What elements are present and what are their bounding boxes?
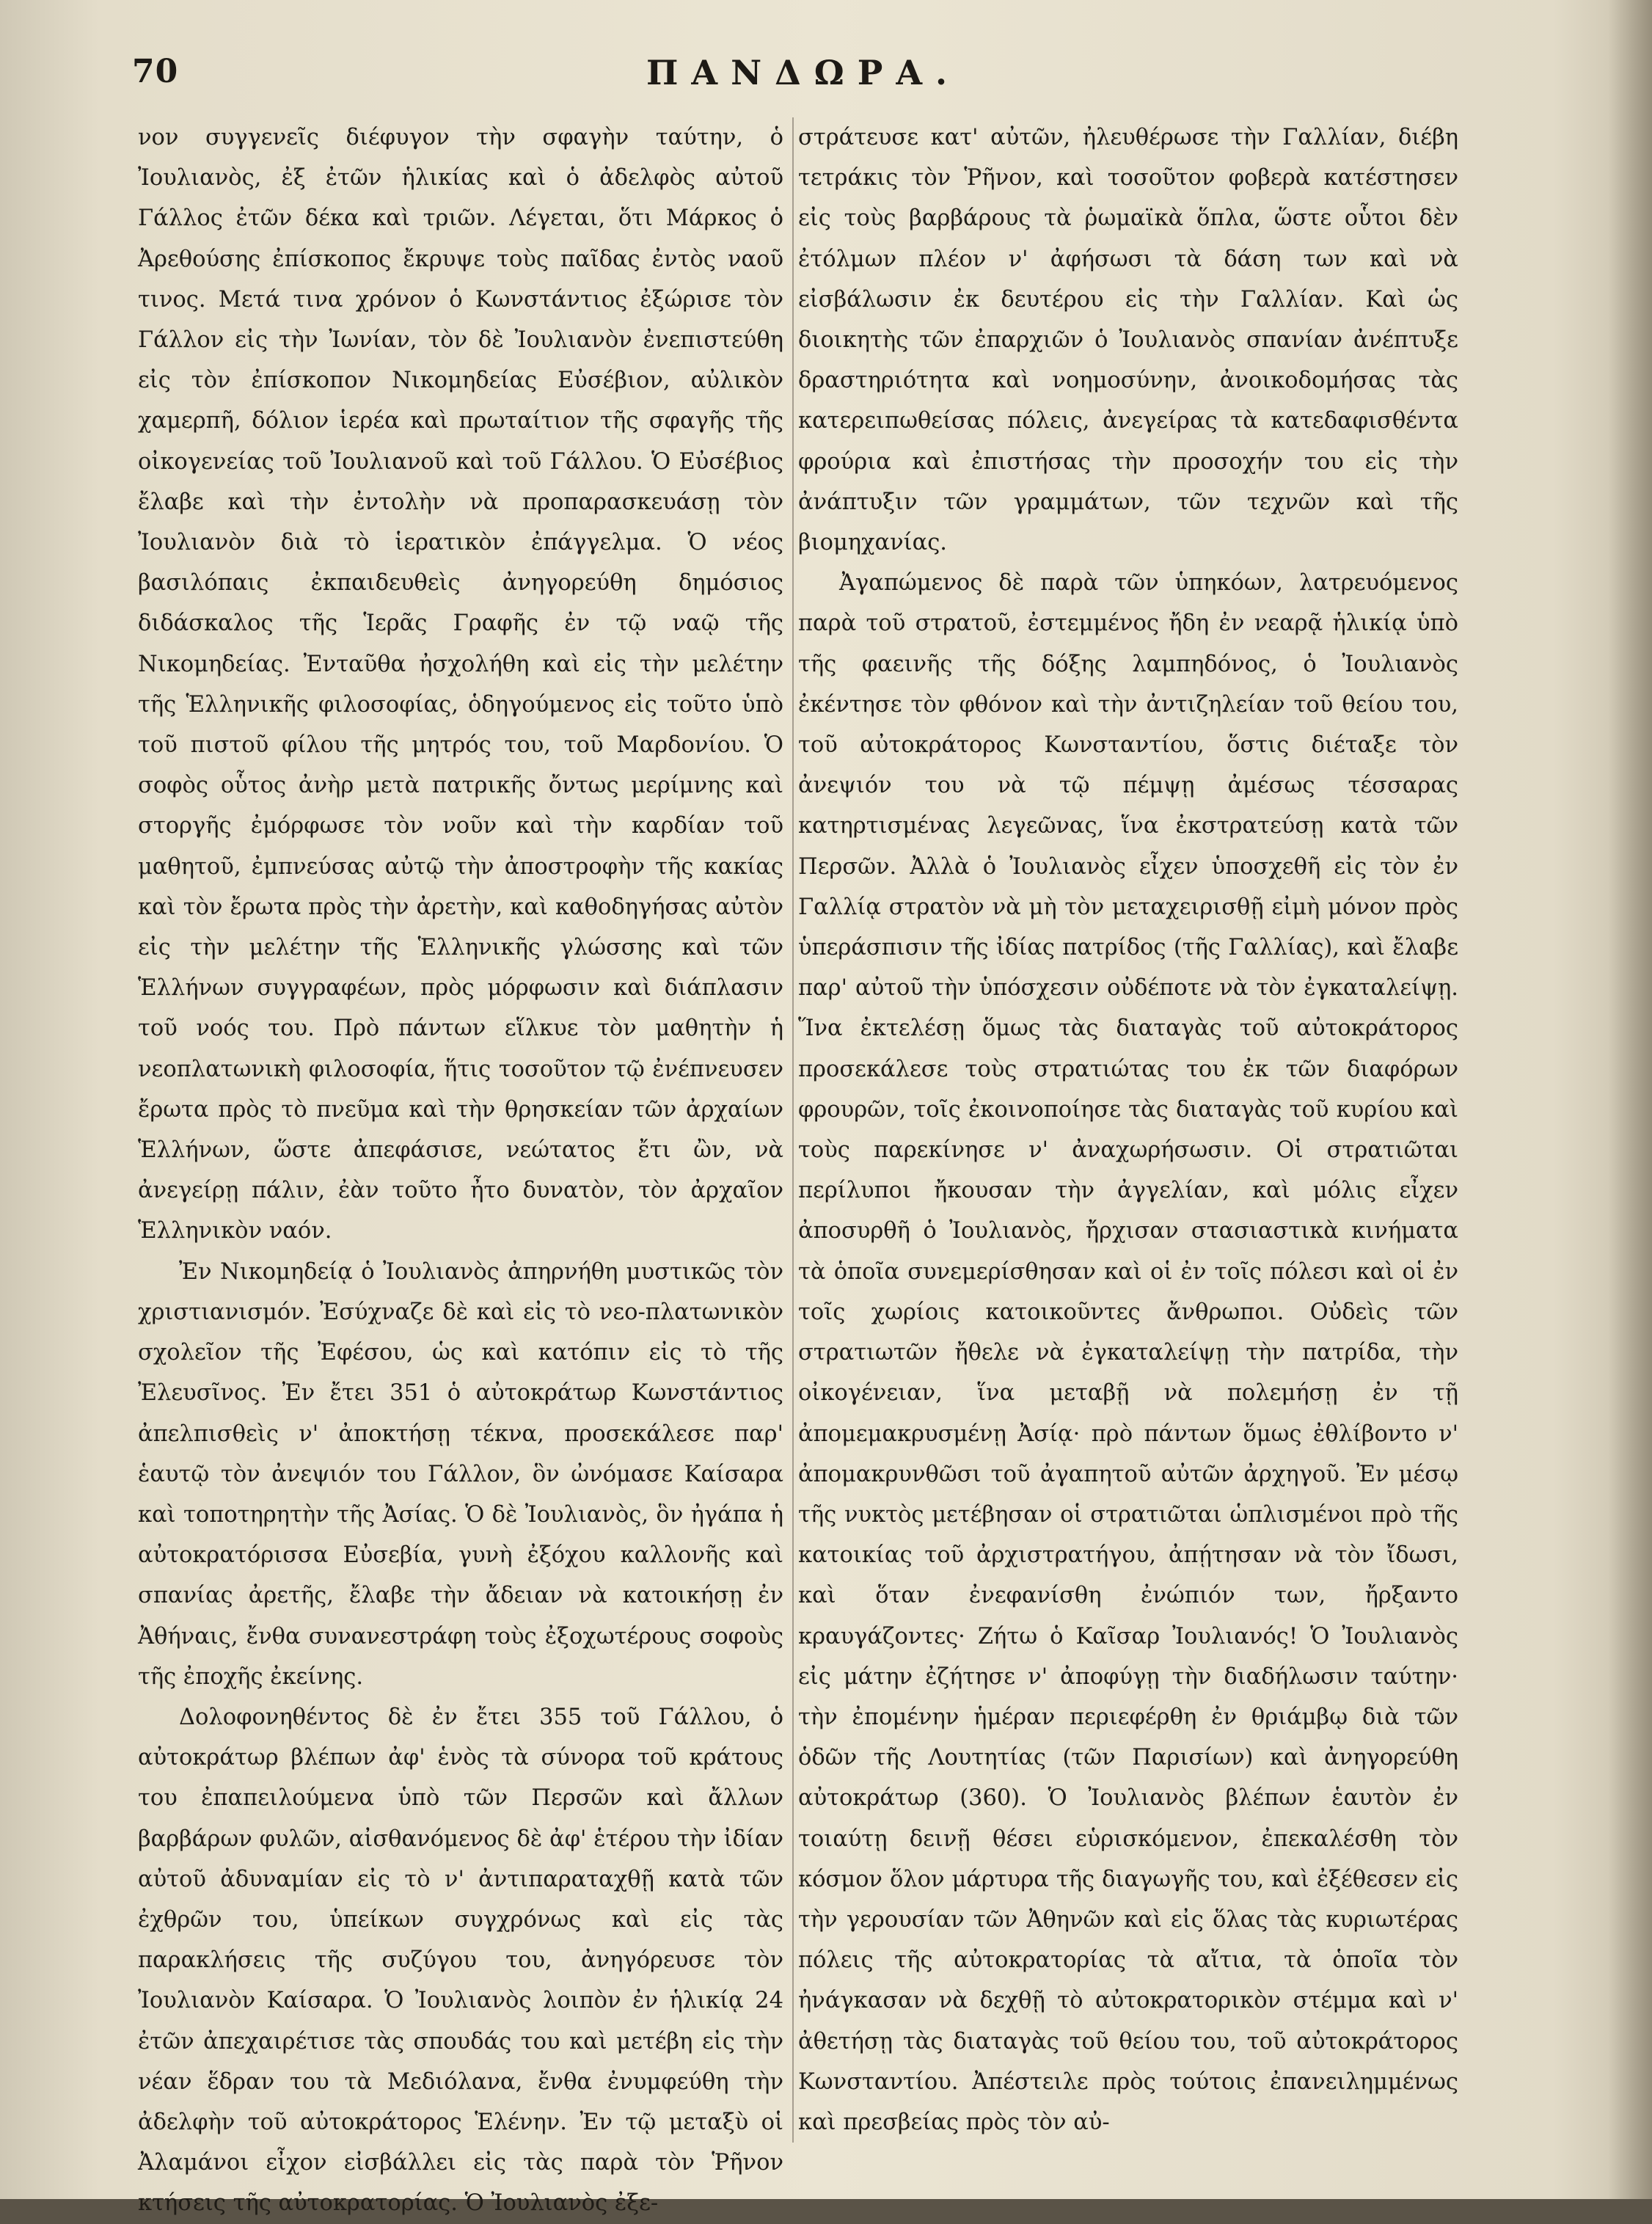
page-edge-shadow xyxy=(1608,0,1652,2199)
page-number: 70 xyxy=(132,53,179,90)
paragraph: στράτευσε κατ' αὐτῶν, ἠλευθέρωσε τὴν Γαλλίαν, διέβη τετράκις τὸν Ῥῆνον, καὶ τοσοῦτον φοβερὰ κατέστησεν εἰς τοὺς βαρβάρους τὰ ῥωμαϊκὰ ὅπλα, ὥστε οὗτοι δὲν ἐτόλμων πλέον ν' ἀφήσωσι τὰ δάση των καὶ νὰ εἰσβάλωσιν ἐκ δευτέρου εἰς τὴν Γαλλίαν. Καὶ ὡς διοικητὴς τῶν ἐπαρχιῶν ὁ Ἰουλιανὸς σπανίαν ἀνέπτυξε δραστηριότητα καὶ νοημοσύνην, ἀνοικοδομήσας τὰς κατερειπωθείσας πόλεις, ἀνεγείρας τὰ κατεδαφισθέντα φρούρια καὶ ἐπιστήσας τὴν προσοχήν του εἰς τὴν ἀνάπτυξιν τῶν γραμμάτων, τῶν τεχνῶν καὶ τῆς βιομηχανίας. xyxy=(798,125,1458,556)
column-divider xyxy=(792,117,794,2143)
running-header xyxy=(132,53,1474,112)
paragraph: νον συγγενεῖς διέφυγον τὴν σφαγὴν ταύτην, ὁ Ἰουλιανὸς, ἐξ ἐτῶν ἡλικίας καὶ ὁ ἀδελφὸς αὐτοῦ Γάλλος ἐτῶν δέκα καὶ τριῶν. Λέγεται, ὅτι Μάρκος ὁ Ἀρεθούσης ἐπίσκοπος ἔκρυψε τοὺς παῖδας ἐντὸς ναοῦ τινος. Μετά τινα χρόνον ὁ Κωνστάντιος ἐξώρισε τὸν Γάλλον εἰς τὴν Ἰωνίαν, τὸν δὲ Ἰουλιανὸν ἐνεπιστεύθη εἰς τὸν ἐπίσκοπον Νικομηδείας Εὐσέβιον, αὐλικὸν χαμερπῆ, δόλιον ἱερέα καὶ πρωταίτιον τῆς σφαγῆς τῆς οἰκογενείας τοῦ Ἰουλιανοῦ καὶ τοῦ Γάλλου. Ὁ Εὐσέβιος ἔλαβε καὶ τὴν ἐντολὴν νὰ προπαρασκευάσῃ τὸν Ἰουλιανὸν διὰ τὸ ἱερατικὸν ἐπάγγελμα. Ὁ νέος βασιλόπαις ἐκπαιδευθεὶς ἀνηγορεύθη δημόσιος διδάσκαλος τῆς Ἱερᾶς Γραφῆς ἐν τῷ ναῷ τῆς Νικομηδείας. Ἐνταῦθα ἠσχολήθη καὶ εἰς τὴν μελέτην τῆς Ἑλληνικῆς φιλοσοφίας, ὁδηγούμενος εἰς τοῦτο ὑπὸ τοῦ πιστοῦ φίλου τῆς μητρός του, τοῦ Μαρδονίου. Ὁ σοφὸς οὗτος ἀνὴρ μετὰ πατρικῆς ὄντως μερίμνης καὶ στοργῆς ἐμόρφωσε τὸν νοῦν καὶ τὴν καρδίαν τοῦ μαθητοῦ, ἐμπνεύσας αὐτῷ τὴν ἀποστροφὴν τῆς κακίας καὶ τὸν ἔρωτα πρὸς τὴν ἀρετὴν, καὶ καθοδηγήσας αὐτὸν εἰς τὴν μελέτην τῆς Ἑλληνικῆς γλώσσης καὶ τῶν Ἑλλήνων συγγραφέων, πρὸς μόρφωσιν καὶ διάπλασιν τοῦ νοός του. Πρὸ πάντων εἵλκυε τὸν μαθητὴν ἡ νεοπλατωνικὴ φιλοσοφία, ἥτις τοσοῦτον τῷ ἐνέπνευσεν ἔρωτα πρὸς τὸ πνεῦμα καὶ τὴν θρησκείαν τῶν ἀρχαίων Ἑλλήνων, ὥστε ἀπεφάσισε, νεώτατος ἔτι ὢν, νὰ ἀνεγείρῃ πάλιν, ἐὰν τοῦτο ἦτο δυνατὸν, τὸν ἀρχαῖον Ἑλληνικὸν ναόν. xyxy=(138,125,783,1244)
journal-title: ΠΑΝΔΩΡΑ. xyxy=(646,53,961,92)
paragraph: Ἀγαπώμενος δὲ παρὰ τῶν ὑπηκόων, λατρευόμενος παρὰ τοῦ στρατοῦ, ἐστεμμένος ἤδη ἐν νεαρᾷ ἡλικίᾳ ὑπὸ τῆς φαεινῆς τῆς δόξης λαμπηδόνος, ὁ Ἰουλιανὸς ἐκέντησε τὸν φθόνον καὶ τὴν ἀντιζηλείαν τοῦ θείου του, τοῦ αὐτοκράτορος Κωνσταντίου, ὅστις διέταξε τὸν ἀνεψιόν του νὰ τῷ πέμψῃ ἀμέσως τέσσαρας κατηρτισμένας λεγεῶνας, ἵνα ἐκστρατεύσῃ κατὰ τῶν Περσῶν. Ἀλλὰ ὁ Ἰουλιανὸς εἶχεν ὑποσχεθῆ εἰς τὸν ἐν Γαλλίᾳ στρατὸν νὰ μὴ τὸν μεταχειρισθῇ εἰμὴ μόνον πρὸς ὑπεράσπισιν τῆς ἰδίας πατρίδος (τῆς Γαλλίας), καὶ ἔλαβε παρ' αὐτοῦ τὴν ὑπόσχεσιν οὐδέποτε νὰ τὸν ἐγκαταλείψῃ. Ἵνα ἐκτελέσῃ ὅμως τὰς διαταγὰς τοῦ αὐτοκράτορος προσεκάλεσε τοὺς στρατιώτας του ἐκ τῶν διαφόρων φρουρῶν, τοῖς ἐκοινοποίησε τὰς διαταγὰς τοῦ κυρίου καὶ τοὺς παρεκίνησε ν' ἀναχωρήσωσιν. Οἱ στρατιῶται περίλυποι ἤκουσαν τὴν ἀγγελίαν, καὶ μόλις εἶχεν ἀποσυρθῆ ὁ Ἰουλιανὸς, ἤρχισαν στασιαστικὰ κινήματα τὰ ὁποῖα συνεμερίσθησαν καὶ οἱ ἐν τοῖς πόλεσι καὶ οἱ ἐν τοῖς χωρίοις κατοικοῦντες ἄνθρωποι. Οὐδεὶς τῶν στρατιωτῶν ἤθελε νὰ ἐγκαταλείψῃ τὴν πατρίδα, τὴν οἰκογένειαν, ἵνα μεταβῇ νὰ πολεμήσῃ ἐν τῇ ἀπομεμακρυσμένῃ Ἀσίᾳ· πρὸ πάντων ὅμως ἐθλίβοντο ν' ἀπομακρυνθῶσι τοῦ ἀγαπητοῦ αὐτῶν ἀρχηγοῦ. Ἐν μέσῳ τῆς νυκτὸς μετέβησαν οἱ στρατιῶται ὡπλισμένοι πρὸ τῆς κατοικίας τοῦ ἀρχιστρατήγου, ἀπῄτησαν νὰ τὸν ἴδωσι, καὶ ὅταν ἐνεφανίσθη ἐνώπιόν των, ἤρξαντο κραυγάζοντες· Ζήτω ὁ Καῖσαρ Ἰουλιανός! Ὁ Ἰουλιανὸς εἰς μάτην ἐζήτησε ν' ἀποφύγῃ τὴν διαδήλωσιν ταύτην· τὴν ἐπομένην ἡμέραν περιεφέρθη ἐν θριάμβῳ διὰ τῶν ὁδῶν τῆς Λουτητίας (τῶν Παρισίων) καὶ ἀνηγορεύθη αὐτοκράτωρ (360). Ὁ Ἰουλιανὸς βλέπων ἑαυτὸν ἐν τοιαύτῃ δεινῇ θέσει εὑρισκόμενον, ἐπεκαλέσθη τὸν κόσμον ὅλον μάρτυρα τῆς διαγωγῆς του, καὶ ἐξέθεσεν εἰς τὴν γερουσίαν τῶν Ἀθηνῶν καὶ εἰς ὅλας τὰς κυριωτέρας πόλεις τῆς αὐτοκρατορίας τὰ αἴτια, τὰ ὁποῖα τὸν ἠνάγκασαν νὰ δεχθῇ τὸ αὐτοκρατορικὸν στέμμα καὶ ν' ἀθετήσῃ τὰς διαταγὰς τοῦ θείου του, τοῦ αὐτοκράτορος Κωνσταντίου. Ἀπέστειλε πρὸς τούτοις ἐπανειλημμένως καὶ πρεσβείας πρὸς τὸν αὐ- xyxy=(798,570,1458,2135)
paragraph: Ἐν Νικομηδείᾳ ὁ Ἰουλιανὸς ἀπηρνήθη μυστικῶς τὸν χριστιανισμόν. Ἐσύχναζε δὲ καὶ εἰς τὸ νεο-πλατωνικὸν σχολεῖον τῆς Ἐφέσου, ὡς καὶ κατόπιν εἰς τὸ τῆς Ἐλευσῖνος. Ἐν ἔτει 351 ὁ αὐτοκράτωρ Κωνστάντιος ἀπελπισθεὶς ν' ἀποκτήσῃ τέκνα, προσεκάλεσε παρ' ἑαυτῷ τὸν ἀνεψιόν του Γάλλον, ὃν ὠνόμασε Καίσαρα καὶ τοποτηρητὴν τῆς Ἀσίας. Ὁ δὲ Ἰουλιανὸς, ὃν ἠγάπα ἡ αὐτοκρατόρισσα Εὐσεβία, γυνὴ ἐξόχου καλλονῆς καὶ σπανίας ἀρετῆς, ἔλαβε τὴν ἄδειαν νὰ κατοικήσῃ ἐν Ἀθήναις, ἔνθα συνανεστράφη τοὺς ἐξοχωτέρους σοφοὺς τῆς ἐποχῆς ἐκείνης. xyxy=(138,1258,783,1690)
right-column xyxy=(798,117,1458,2143)
paragraph: Δολοφονηθέντος δὲ ἐν ἔτει 355 τοῦ Γάλλου, ὁ αὐτοκράτωρ βλέπων ἀφ' ἑνὸς τὰ σύνορα τοῦ κράτους του ἐπαπειλούμενα ὑπὸ τῶν Περσῶν καὶ ἄλλων βαρβάρων φυλῶν, αἰσθανόμενος δὲ ἀφ' ἑτέρου τὴν ἰδίαν αὐτοῦ ἀδυναμίαν εἰς τὸ ν' ἀντιπαραταχθῇ κατὰ τῶν ἐχθρῶν του, ὑπείκων συγχρόνως καὶ εἰς τὰς παρακλήσεις τῆς συζύγου του, ἀνηγόρευσε τὸν Ἰουλιανὸν Καίσαρα. Ὁ Ἰουλιανὸς λοιπὸν ἐν ἡλικίᾳ 24 ἐτῶν ἀπεχαιρέτισε τὰς σπουδάς του καὶ μετέβη εἰς τὴν νέαν ἕδραν του τὰ Μεδιόλανα, ἔνθα ἐνυμφεύθη τὴν ἀδελφὴν τοῦ αὐτοκράτορος Ἑλένην. Ἐν τῷ μεταξὺ οἱ Ἀλαμάνοι εἶχον εἰσβάλλει εἰς τὰς παρὰ τὸν Ῥῆνον κτήσεις τῆς αὐτοκρατορίας. Ὁ Ἰουλιανὸς ἐξε- xyxy=(138,1704,783,2217)
left-column xyxy=(138,117,783,2217)
